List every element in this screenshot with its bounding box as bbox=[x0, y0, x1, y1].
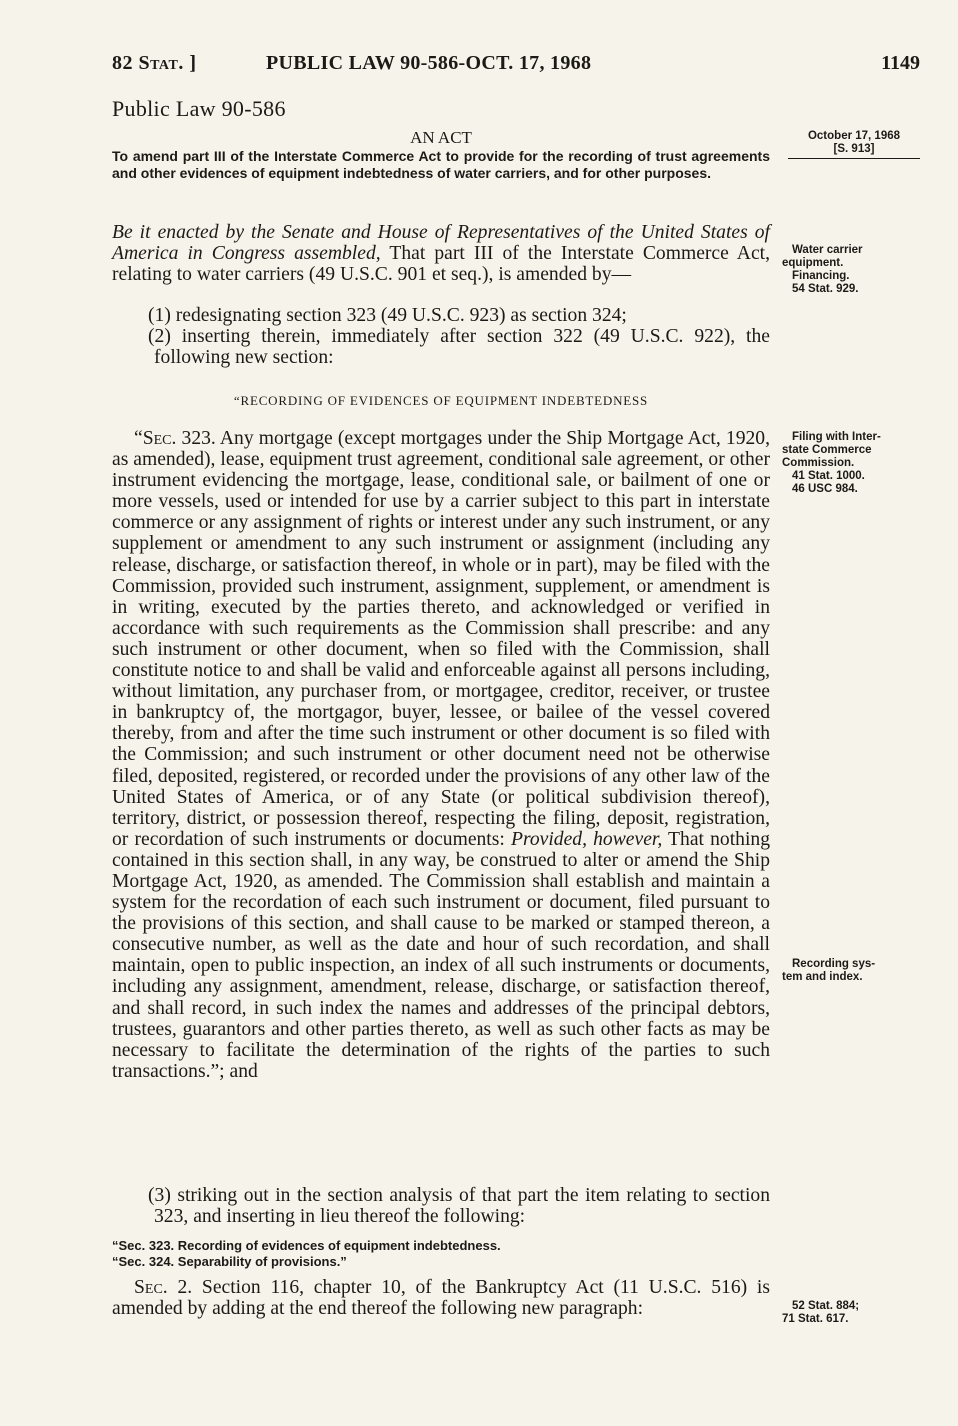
section-heading: “RECORDING OF EVIDENCES OF EQUIPMENT INDEBTEDNESS bbox=[233, 393, 649, 408]
section-323-text-1: 323. Any mortgage (except mortgages under the Ship Mortgage Act, 1920, as amended), lease, equipment trust agreement, conditional sale agreement, or other instrument evidencing the mortgage, lease, conditional sale, or bailment of one or more vessels, used or intended for use by a carrier subject to this part in interstate commerce or any assignment of rights or interest under any such instrument, or any supplement or amendment to any such instrument or assignment (including any release, discharge, or satisfaction thereof, in whole or in part), may be filed with the Commission, provided such instrument, assignment, supplement, or amendment is in writing, executed by the parties thereto, and acknowledged or verified in accordance with such requirements as the Commission shall prescribe: and any such instrument or other document, when so filed with the Commission, shall constitute notice to and shall be valid and enforceable against all persons including, without limitation, any purchaser from, or mortgagee, creditor, receiver, or trustee in bankruptcy of, the mortgagor, buyer, lessee, or bailee of the vessel covered thereby, from and after the time such instrument or other document is so filed with the Commission; and such instrument or other document need not be otherwise filed, deposited, registered, or recorded under the provisions of any other law of the United States of America, or of any State (or political subdivision thereof), territory, district, or possession thereof, respecting the filing, deposit, registration, or recordation of such instruments or documents: bbox=[112, 428, 770, 850]
item-2: (2) inserting therein, immediately after section 322 (49 U.S.C. 922), the following new section: bbox=[148, 326, 770, 369]
section-2 bbox=[112, 1277, 770, 1319]
section-323: “Sec. 323. Any mortgage (except mortgages under the Ship Mortgage Act, 1920, as amended), lease, equipment trust agreement, conditional sale agreement, or other instrument evidencing the mortgage, lease, conditional sale, or bailment of one or more vessels, used or intended for use by a carrier subject to this part in interstate commerce or any assignment of rights or interest under any such instrument, or any supplement or amendment to any such instrument or assignment (including any release, discharge, or satisfaction thereof, in whole or in part), may be filed with the Commission, provided such instrument, assignment, supplement, or amendment is in writing, executed by the parties thereto, and acknowledged or verified in accordance with such requirements as the Commission shall prescribe: and any such instrument or other document, when so filed with the Commission, shall constitute notice to and shall be valid and enforceable against all persons including, without limitation, any purchaser from, or mortgagee, creditor, receiver, or trustee in bankruptcy of, the mortgagor, buyer, lessee, or bailee of the vessel covered thereby, from and after the time such instrument or other document is so filed with the Commission; and such instrument or other document need not be otherwise filed, deposited, registered, or recorded under the provisions of any other law of the United States of America, or of any State (or political subdivision thereof), territory, district, or possession thereof, respecting the filing, deposit, registration, or recordation of such instruments or documents: Provided, however, That nothing contained in this section shall, in any way, be construed to alter or amend the Ship Mortgage Act, 1920, as amended. The Commission shall establish and maintain a system for the recordation of each such instrument or document, filed pursuant to the provisions of this section, and shall cause to be marked or stamped thereon, a consecutive number, as well as the date and hour of such recordation, and shall maintain, open to public inspection, an index of all such instruments or documents, including any assignment, amendment, release, discharge, or satisfaction thereof, and shall record, in such index the names and addresses of the principal debtors, trustees, guarantors and other parties thereto, as well as such other facts as may be necessary to facilitate the determination of the rights of the parties to such transactions.”; and bbox=[112, 428, 770, 1082]
an-act-heading: AN ACT bbox=[410, 128, 472, 147]
section-2-text: 2. Section 116, chapter 10, of the Bankruptcy Act (11 U.S.C. 516) is amended by adding at the end thereof the following new paragraph: bbox=[112, 1277, 770, 1320]
section-analysis bbox=[112, 1238, 770, 1270]
margin-stat-citation: 52 Stat. 884; 71 Stat. 617. bbox=[782, 1300, 860, 1325]
item-1: (1) redesignating section 323 (49 U.S.C. 923) as section 324; bbox=[148, 305, 627, 326]
margin-recording: Recording sys- tem and index. bbox=[782, 958, 876, 983]
item-3: (3) striking out in the section analysis of that part the item relating to section 323, and inserting in lieu thereof the following: bbox=[148, 1185, 770, 1228]
enacting-formula: Be it enacted by the Senate and House of Representatives of the United States of America in Congress assembled, bbox=[112, 222, 770, 265]
analysis-line: “Sec. 323. Recording of evidences of equipment indebtedness. bbox=[112, 1238, 501, 1253]
analysis-line: “Sec. 324. Separability of provisions.” bbox=[112, 1254, 347, 1269]
divider bbox=[788, 158, 920, 159]
sec-label: Sec. bbox=[142, 428, 177, 449]
running-header bbox=[112, 52, 920, 82]
header-title: PUBLIC LAW 90-586-OCT. 17, 1968 bbox=[266, 52, 592, 74]
page-number: 1149 bbox=[881, 52, 920, 74]
margin-water-carrier: Water carrier equipment. Financing. 54 Stat. 929. bbox=[782, 244, 863, 295]
proviso: Provided, however, bbox=[510, 828, 663, 850]
law-title: Public Law 90-586 bbox=[112, 96, 286, 121]
header-volume: 82 Stat. ] bbox=[112, 52, 197, 74]
margin-date-note: October 17, 1968 [S. 913] bbox=[788, 130, 920, 159]
sec-label: Sec. bbox=[134, 1277, 168, 1298]
enacting-text: That part III of the Interstate Commerce Act, relating to water carriers (49 U.S.C. 901 et seq.), is amended by— bbox=[112, 243, 770, 286]
margin-filing: Filing with Inter- state Commerce Commission. 41 Stat. 1000. 46 USC 984. bbox=[782, 431, 881, 495]
enacting-clause bbox=[112, 222, 770, 285]
section-323-text-2: That nothing contained in this section shall, in any way, be construed to alter or amend the Ship Mortgage Act, 1920, as amended. The Commission shall establish and maintain a system for the recordation of each such instrument or document, filed pursuant to the provisions of this section, and shall cause to be marked or stamped thereon, a consecutive number, as well as the date and hour of such recordation, and shall maintain, open to public inspection, an index of all such instruments or documents, including any assignment, amendment, release, discharge, or satisfaction thereof, and shall record, in such index the names and addresses of the principal debtors, trustees, guarantors and other parties thereto, as well as such other facts as may be necessary to facilitate the determination of the rights of the parties to such transactions.”; and bbox=[112, 828, 770, 1082]
act-purpose: To amend part III of the Interstate Commerce Act to provide for the recording of trust agreements and other evidences of equipment indebtedness of water carriers, and for other purposes. bbox=[112, 148, 770, 181]
amendment-items bbox=[112, 305, 770, 368]
